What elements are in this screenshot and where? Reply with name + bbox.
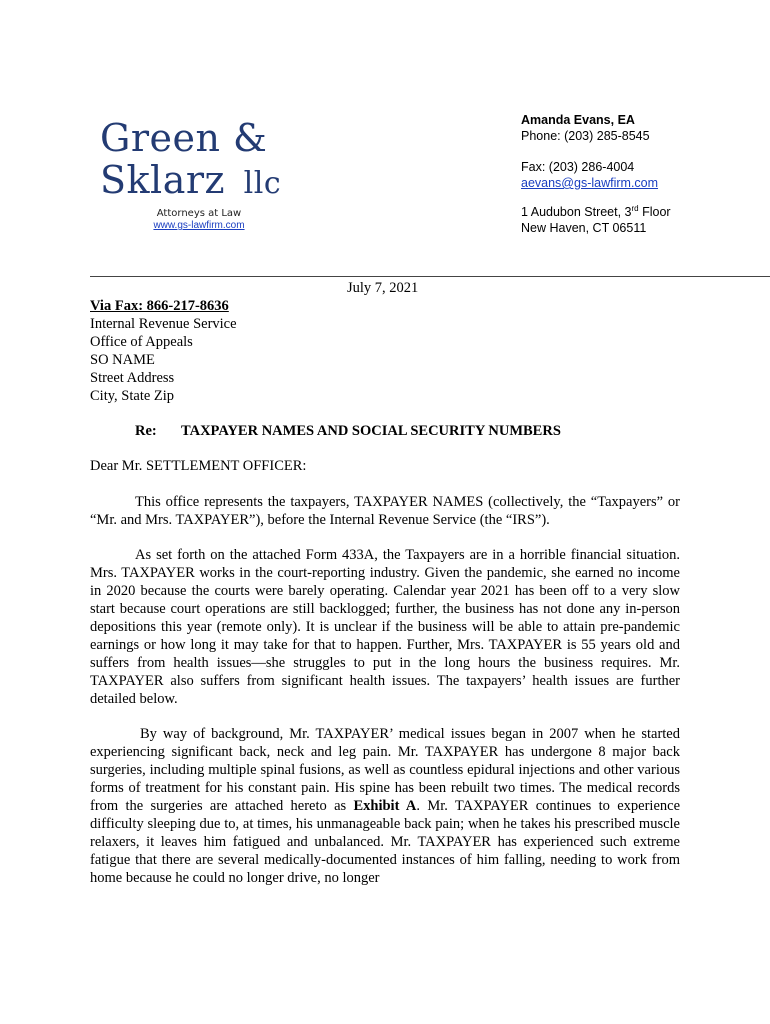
firm-suffix: llc	[243, 166, 282, 201]
exhibit-a-ref: Exhibit A	[353, 798, 417, 814]
re-label: Re:	[135, 423, 157, 439]
recipient-line: City, State Zip	[90, 388, 175, 404]
firm-website-link[interactable]: www.gs-lawfirm.com	[153, 220, 245, 231]
sender-address-post: Floor	[638, 205, 671, 219]
recipient-line: Office of Appeals	[90, 334, 193, 350]
firm-logo-line1	[100, 116, 267, 160]
letter-date: July 7, 2021	[347, 280, 419, 296]
recipient-line: Internal Revenue Service	[90, 316, 237, 332]
header-divider	[90, 276, 770, 277]
sender-email-link[interactable]: aevans@gs-lawfirm.com	[521, 176, 659, 190]
sender-phone: Phone: (203) 285-8545	[521, 129, 650, 143]
recipient-line: Street Address	[90, 370, 175, 386]
salutation: Dear Mr. SETTLEMENT OFFICER:	[90, 458, 307, 474]
sender-city: New Haven, CT 06511	[521, 221, 647, 235]
sender-address	[521, 204, 671, 220]
firm-name-line2: Sklarz	[100, 158, 226, 202]
para3-text-b: . Mr. TAXPAYER continues to experience difficulty sleeping due to, at times, his unmanageable back pain; when he takes his prescribed muscle relaxers, it leaves him fatigued and unbalanced. Mr. TAXPAYER has experienced such extreme fatigue that there are several medically-documented instances of him falling, needing to work from home because he could no longer drive, no longer	[90, 798, 680, 886]
sender-address-pre: 1 Audubon Street, 3	[521, 205, 632, 219]
body-paragraph-3	[90, 725, 680, 887]
para3-text-a: By way of background, Mr. TAXPAYER’ medical issues began in 2007 when he started experiencing significant back, neck and leg pain. Mr. TAXPAYER has undergone 8 major back surgeries, including multiple spinal fusions, as well as countless epidural injections and other various forms of treatment for his constant pain. His spine has been rebuilt two times. The medical records from the surgeries are attached hereto as	[90, 726, 680, 814]
body-paragraph-1: This office represents the taxpayers, TAXPAYER NAMES (collectively, the “Taxpayers” or “Mr. and Mrs. TAXPAYER”), before the Internal Revenue Service (the “IRS”).	[90, 494, 680, 528]
via-fax: Via Fax: 866-217-8636	[90, 298, 229, 314]
recipient-block	[90, 297, 237, 405]
firm-name-line1: Green &	[100, 116, 268, 160]
sender-name: Amanda Evans, EA	[521, 113, 635, 127]
firm-logo-line2	[100, 158, 281, 206]
body-paragraph-2: As set forth on the attached Form 433A, the Taxpayers are in a horrible financial situation. Mrs. TAXPAYER works in the court-reporting industry. Given the pandemic, she earned no income in 2020 because the courts were barely operating. Calendar year 2021 has been off to a very slow start because court operations are still backlogged; further, the business has not done any in-person depositions this year (remote only). It is unclear if the business will be able to attain pre-pandemic earnings or how long it may take for that to happen. Further, Mrs. TAXPAYER is 55 years old and suffers from health issues—she struggles to put in the long hours the business requires. Mr. TAXPAYER also suffers from significant health issues. The taxpayers’ health issues are further detailed below.	[90, 547, 680, 707]
sender-contact-block	[521, 112, 671, 236]
sender-fax: Fax: (203) 286-4004	[521, 160, 635, 174]
sender-address-sup: rd	[631, 203, 639, 213]
re-subject: TAXPAYER NAMES AND SOCIAL SECURITY NUMBERS	[181, 423, 561, 439]
recipient-line: SO NAME	[90, 352, 155, 368]
firm-tagline: Attorneys at Law	[156, 208, 242, 219]
